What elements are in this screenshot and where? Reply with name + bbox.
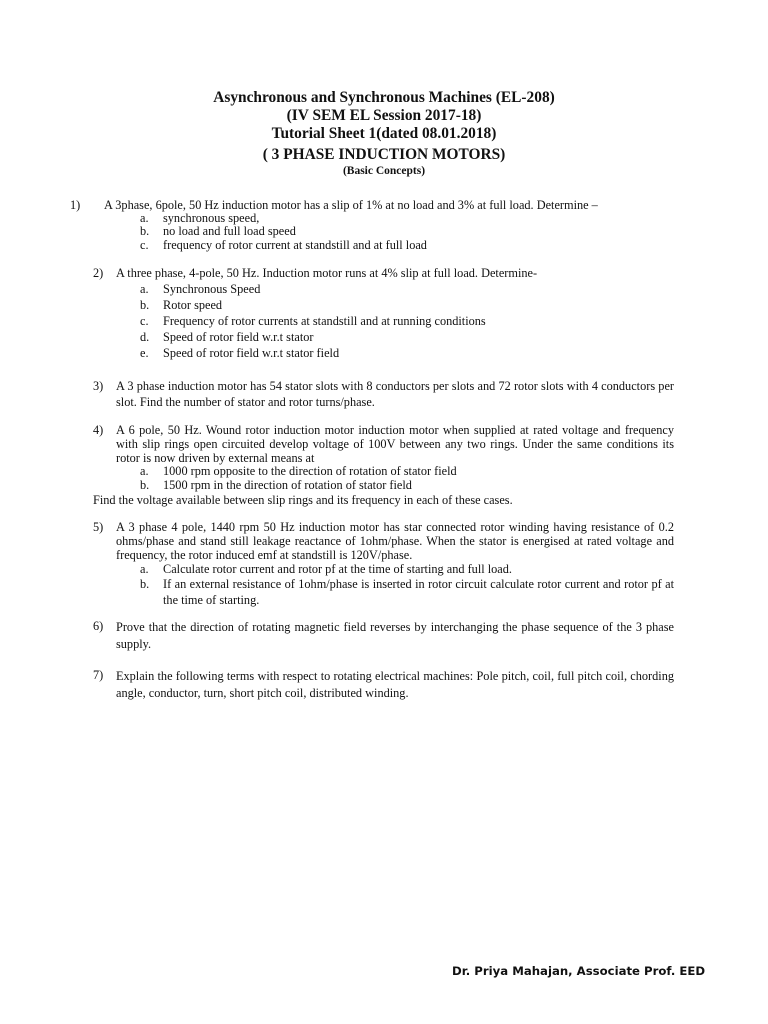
q1-item-label: a. <box>140 211 149 225</box>
q4-item-text: 1500 rpm in the direction of rotation of stator field <box>163 478 412 492</box>
course-title: Asynchronous and Synchronous Machines (EL-208) <box>213 89 555 106</box>
q4-item-label: a. <box>140 464 149 478</box>
q2-item-label: d. <box>140 330 150 344</box>
q2-item-text: Rotor speed <box>163 298 223 312</box>
q2-item-text: Synchronous Speed <box>163 282 261 296</box>
question-3-text: A 3 phase induction motor has 54 stator slots with 8 conductors per slots and 72 rotor slots with 4 conductors per slot. Find the number of stator and rotor turns/phase. <box>116 379 674 409</box>
question-2-number: 2) <box>93 266 104 280</box>
q2-item-text: Frequency of rotor currents at standstill and at running conditions <box>163 314 486 328</box>
q1-item-text: synchronous speed, <box>163 211 260 225</box>
question-7-number: 7) <box>93 668 104 682</box>
session-line: (IV SEM EL Session 2017-18) <box>286 107 482 124</box>
question-5-text: A 3 phase 4 pole, 1440 rpm 50 Hz induction motor has star connected rotor winding having resistance of 0.2 ohms/phase and stand still leakage reactance of 1ohm/phase. When the stator is energised at rated voltage and frequency, the rotor induced emf at standstill is 120V/phase. <box>116 520 674 563</box>
q5-item-label: a. <box>140 562 149 576</box>
tutorial-sheet-title: Tutorial Sheet 1(dated 08.01.2018) <box>271 125 497 142</box>
q2-item-text: Speed of rotor field w.r.t stator field <box>163 346 340 360</box>
question-5-number: 5) <box>93 520 104 534</box>
q1-item-label: b. <box>140 224 150 238</box>
q2-item-label: c. <box>140 314 149 328</box>
question-4-text: A 6 pole, 50 Hz. Wound rotor induction motor induction motor when supplied at rated voltage and frequency with slip rings open circuited develop voltage of 100V between any two rings. Under the same conditions its rotor is now driven by external means at <box>116 423 674 466</box>
topic-title: ( 3 PHASE INDUCTION MOTORS) <box>262 146 506 163</box>
question-7-text: Explain the following terms with respect to rotating electrical machines: Pole pitch, coil, full pitch coil, chording angle, conductor, turn, short pitch coil, distributed winding. <box>116 669 674 700</box>
q1-item-text: no load and full load speed <box>163 224 296 238</box>
q5-item-label: b. <box>140 577 150 591</box>
question-4-number: 4) <box>93 423 104 437</box>
q1-item-text: frequency of rotor current at standstill and at full load <box>163 238 427 252</box>
q1-item-label: c. <box>140 238 149 252</box>
author-footer: Dr. Priya Mahajan, Associate Prof. EED <box>452 964 706 978</box>
q5-item-text: If an external resistance of 1ohm/phase is inserted in rotor circuit calculate rotor current and rotor pf at the time of starting. <box>163 577 674 607</box>
q2-item-text: Speed of rotor field w.r.t stator <box>163 330 314 344</box>
q2-item-label: b. <box>140 298 150 312</box>
question-4-trailer: Find the voltage available between slip rings and its frequency in each of these cases. <box>93 493 513 507</box>
question-1-number: 1) <box>70 198 81 212</box>
question-3-number: 3) <box>93 379 104 393</box>
q2-item-label: e. <box>140 346 149 360</box>
question-1-text: A 3phase, 6pole, 50 Hz induction motor has a slip of 1% at no load and 3% at full load. Determine – <box>104 198 598 212</box>
q4-item-text: 1000 rpm opposite to the direction of rotation of stator field <box>163 464 457 478</box>
q2-item-label: a. <box>140 282 149 296</box>
q4-item-label: b. <box>140 478 150 492</box>
q5-item-text: Calculate rotor current and rotor pf at the time of starting and full load. <box>163 562 512 576</box>
question-2-text: A three phase, 4-pole, 50 Hz. Induction motor runs at 4% slip at full load. Determine- <box>116 266 538 280</box>
subtopic-title: (Basic Concepts) <box>342 165 426 177</box>
question-6-number: 6) <box>93 619 104 633</box>
question-6-text: Prove that the direction of rotating magnetic field reverses by interchanging the phase sequence of the 3 phase supply. <box>116 620 674 651</box>
